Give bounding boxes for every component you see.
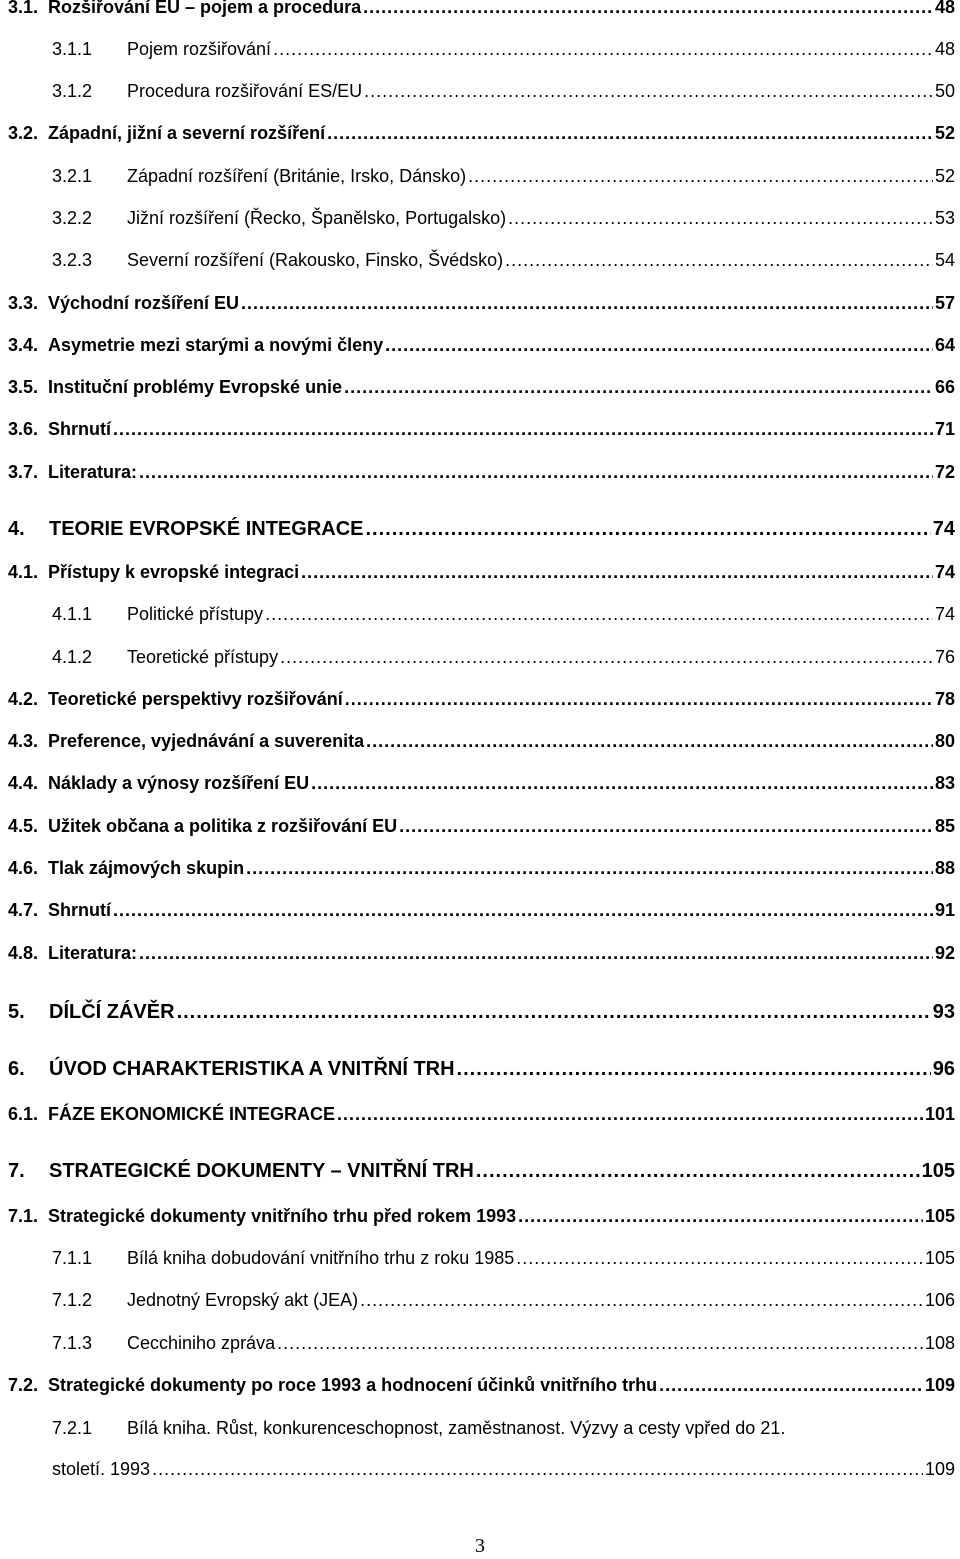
toc-entry-page: 78 <box>934 689 955 709</box>
page-number: 3 <box>475 1535 485 1557</box>
dot-leader <box>366 519 931 539</box>
dot-leader <box>385 336 933 354</box>
toc-entry-title: Jednotný Evropský akt (JEA) <box>127 1290 359 1310</box>
dot-leader <box>177 1002 931 1022</box>
toc-entry-page: 109 <box>924 1459 955 1479</box>
dot-leader <box>508 209 933 227</box>
toc-entry-title: Rozšiřování EU – pojem a procedura <box>48 0 362 17</box>
toc-entry-number: 4.4. <box>8 773 39 793</box>
toc-entry-title: Strategické dokumenty vnitřního trhu před rokem 1993 <box>48 1206 517 1226</box>
toc-entry-page: 53 <box>934 208 955 228</box>
toc-entry-page: 105 <box>924 1206 955 1226</box>
toc-entry-page: 93 <box>932 1001 955 1023</box>
dot-leader <box>366 732 933 750</box>
dot-leader <box>246 859 933 877</box>
toc-entry-title: Teoretické přístupy <box>127 647 279 667</box>
dot-leader <box>516 1249 923 1267</box>
toc-entry-number: 4.7. <box>8 900 39 920</box>
toc-entry-title: Jižní rozšíření (Řecko, Španělsko, Portugalsko) <box>127 208 507 228</box>
toc-entry-title: Literatura: <box>48 943 138 963</box>
toc-entry-title: Náklady a výnosy rozšíření EU <box>48 773 310 793</box>
dot-leader <box>457 1059 931 1079</box>
toc-entry-page: 92 <box>934 943 955 963</box>
toc-entry-number: 7.1. <box>8 1206 39 1226</box>
toc-entry-page: 105 <box>924 1248 955 1268</box>
toc-entry-number: 4.5. <box>8 816 39 836</box>
dot-leader <box>337 1105 923 1123</box>
dot-leader <box>505 251 933 269</box>
toc-entry-number: 6. <box>8 1058 25 1080</box>
toc-entry-page: 74 <box>934 604 955 624</box>
toc-entry[interactable] <box>8 294 955 312</box>
toc-entry[interactable] <box>52 251 955 269</box>
toc-entry-page: 66 <box>934 377 955 397</box>
toc-entry-title: Politické přístupy <box>127 604 264 624</box>
toc-entry-page: 96 <box>932 1058 955 1080</box>
toc-entry-title: Shrnutí <box>48 900 111 920</box>
toc-entry-page: 108 <box>924 1333 955 1353</box>
toc-entry-page: 91 <box>934 900 955 920</box>
toc-entry-continuation[interactable] <box>52 1460 955 1478</box>
toc-entry[interactable] <box>8 732 955 750</box>
toc-entry-page: 106 <box>924 1290 955 1310</box>
dot-leader <box>152 1460 923 1478</box>
toc-entry-title: Literatura: <box>48 462 138 482</box>
toc-entry-title: TEORIE EVROPSKÉ INTEGRACE <box>49 518 364 540</box>
toc-entry[interactable] <box>8 336 955 354</box>
toc-entry-number: 7.1.2 <box>52 1290 93 1310</box>
toc-entry[interactable] <box>8 774 955 792</box>
toc-entry-page: 48 <box>934 0 955 17</box>
toc-entry-title: Přístupy k evropské integraci <box>48 562 300 582</box>
dot-leader <box>327 124 933 142</box>
toc-entry[interactable] <box>52 648 955 666</box>
dot-leader <box>363 0 933 16</box>
toc-entry-number: 4.6. <box>8 858 39 878</box>
dot-leader <box>311 774 933 792</box>
toc-entry[interactable] <box>52 209 955 227</box>
toc-entry-number: 6.1. <box>8 1104 39 1124</box>
toc-entry-number: 4.1. <box>8 562 39 582</box>
toc-entry-page: 52 <box>934 166 955 186</box>
toc-entry[interactable] <box>52 167 955 185</box>
toc-entry[interactable] <box>52 40 955 58</box>
toc-entry-title: Preference, vyjednávání a suverenita <box>48 731 365 751</box>
toc-entry[interactable] <box>52 1334 955 1352</box>
toc-entry[interactable] <box>8 817 955 835</box>
dot-leader <box>360 1291 923 1309</box>
toc-entry-page: 50 <box>934 81 955 101</box>
toc-entry-page: 74 <box>934 562 955 582</box>
toc-entry-page: 74 <box>932 518 955 540</box>
toc-entry-page: 48 <box>934 39 955 59</box>
toc-entry[interactable] <box>8 944 955 962</box>
toc-entry-number: 3.1. <box>8 0 39 17</box>
toc-entry-title: Strategické dokumenty po roce 1993 a hodnocení účinků vnitřního trhu <box>48 1375 658 1395</box>
toc-entry-title: DÍLČÍ ZÁVĚR <box>49 1001 175 1023</box>
toc-entry-number: 3.2.2 <box>52 208 93 228</box>
toc-entry-title: Východní rozšíření EU <box>48 293 240 313</box>
dot-leader <box>518 1207 923 1225</box>
toc-entry-number: 7.2.1 <box>52 1418 93 1438</box>
toc-entry-title: Asymetrie mezi starými a novými členy <box>48 335 384 355</box>
toc-entry-number: 3.2.1 <box>52 166 93 186</box>
toc-entry-title: Teoretické perspektivy rozšiřování <box>48 689 343 709</box>
dot-leader <box>265 605 933 623</box>
dot-leader <box>399 817 933 835</box>
toc-entry-page: 57 <box>934 293 955 313</box>
toc-entry-number: 5. <box>8 1001 25 1023</box>
toc-entry-page: 83 <box>934 773 955 793</box>
toc-entry-title: Procedura rozšiřování ES/EU <box>127 81 363 101</box>
dot-leader <box>113 901 933 919</box>
toc-entry[interactable] <box>8 1376 955 1394</box>
toc-entry[interactable] <box>8 563 955 581</box>
toc-entry-page: 105 <box>921 1160 955 1182</box>
toc-entry-number: 4.8. <box>8 943 39 963</box>
dot-leader <box>345 690 933 708</box>
toc-entry-title: Severní rozšíření (Rakousko, Finsko, Švédsko) <box>127 250 504 270</box>
toc-entry-number: 7.2. <box>8 1375 39 1395</box>
toc-entry-page: 80 <box>934 731 955 751</box>
toc-entry[interactable] <box>8 463 955 481</box>
dot-leader <box>277 1334 923 1352</box>
dot-leader <box>476 1161 920 1181</box>
toc-entry-page: 71 <box>934 419 955 439</box>
toc-entry-page: 72 <box>934 462 955 482</box>
toc-entry-title: Bílá kniha. Růst, konkurenceschopnost, zaměstnanost. Výzvy a cesty vpřed do 21. <box>127 1418 786 1438</box>
toc-entry[interactable] <box>52 82 955 100</box>
toc-entry-title: FÁZE EKONOMICKÉ INTEGRACE <box>48 1104 336 1124</box>
dot-leader <box>139 944 933 962</box>
toc-entry[interactable] <box>8 519 955 539</box>
toc-entry[interactable] <box>8 1105 955 1123</box>
toc-entry[interactable] <box>8 901 955 919</box>
toc-entry[interactable] <box>8 690 955 708</box>
toc-entry-number: 4.1.2 <box>52 647 93 667</box>
dot-leader <box>139 463 933 481</box>
toc-entry-number: 3.6. <box>8 419 39 439</box>
toc-entry[interactable] <box>52 605 955 623</box>
dot-leader <box>273 40 933 58</box>
dot-leader <box>280 648 933 666</box>
toc-entry[interactable] <box>52 1419 955 1437</box>
toc-entry-number: 3.7. <box>8 462 39 482</box>
toc-entry[interactable] <box>8 124 955 142</box>
toc-entry[interactable] <box>8 859 955 877</box>
toc-entry-number: 3.1.2 <box>52 81 93 101</box>
toc-entry-title: Užitek občana a politika z rozšiřování EU <box>48 816 398 836</box>
toc-entry-number: 4.1.1 <box>52 604 93 624</box>
dot-leader <box>468 167 933 185</box>
toc-entry-page: 85 <box>934 816 955 836</box>
toc-entry-number: 3.3. <box>8 293 39 313</box>
dot-leader <box>659 1376 923 1394</box>
toc-entry-title: Bílá kniha dobudování vnitřního trhu z roku 1985 <box>127 1248 515 1268</box>
toc-entry[interactable] <box>8 1002 955 1022</box>
toc-entry-number: 3.4. <box>8 335 39 355</box>
toc-entry-title: Západní rozšíření (Británie, Irsko, Dánsko) <box>127 166 467 186</box>
toc-entry[interactable] <box>8 1207 955 1225</box>
toc-entry-title: ÚVOD CHARAKTERISTIKA A VNITŘNÍ TRH <box>49 1058 455 1080</box>
toc-entry-page: 109 <box>924 1375 955 1395</box>
toc-entry-number: 4. <box>8 518 25 540</box>
dot-leader <box>301 563 933 581</box>
toc-entry-page: 52 <box>934 123 955 143</box>
toc-entry-page: 64 <box>934 335 955 355</box>
dot-leader <box>241 294 933 312</box>
toc-entry[interactable] <box>52 1249 955 1267</box>
toc-entry-title: Cecchiniho zpráva <box>127 1333 276 1353</box>
toc-entry-title: Pojem rozšiřování <box>127 39 272 59</box>
toc-entry-title-continuation: století. 1993 <box>52 1459 151 1479</box>
toc-entry-title: Shrnutí <box>48 419 111 439</box>
toc-entry-title: Instituční problémy Evropské unie <box>48 377 343 397</box>
toc-entry-number: 3.5. <box>8 377 39 397</box>
toc-entry-page: 76 <box>934 647 955 667</box>
toc-entry-title: STRATEGICKÉ DOKUMENTY – VNITŘNÍ TRH <box>49 1160 474 1182</box>
toc-entry[interactable] <box>8 1059 955 1079</box>
toc-entry-page: 101 <box>924 1104 955 1124</box>
toc-entry[interactable] <box>52 1291 955 1309</box>
toc-entry-number: 7. <box>8 1160 25 1182</box>
toc-entry-page: 54 <box>934 250 955 270</box>
toc-entry[interactable] <box>8 0 955 16</box>
toc-entry[interactable] <box>8 378 955 396</box>
toc-entry-page: 88 <box>934 858 955 878</box>
toc-entry-number: 7.1.1 <box>52 1248 93 1268</box>
dot-leader <box>364 82 933 100</box>
toc-entry-number: 3.2.3 <box>52 250 93 270</box>
dot-leader <box>113 420 933 438</box>
dot-leader <box>344 378 933 396</box>
toc-entry-number: 3.2. <box>8 123 39 143</box>
toc-entry[interactable] <box>8 420 955 438</box>
toc-entry-title: Tlak zájmových skupin <box>48 858 245 878</box>
toc-entry-title: Západní, jižní a severní rozšíření <box>48 123 326 143</box>
toc-entry-number: 7.1.3 <box>52 1333 93 1353</box>
toc-entry[interactable] <box>8 1161 955 1181</box>
toc-entry-number: 4.2. <box>8 689 39 709</box>
toc-entry-number: 3.1.1 <box>52 39 93 59</box>
toc-entry-number: 4.3. <box>8 731 39 751</box>
